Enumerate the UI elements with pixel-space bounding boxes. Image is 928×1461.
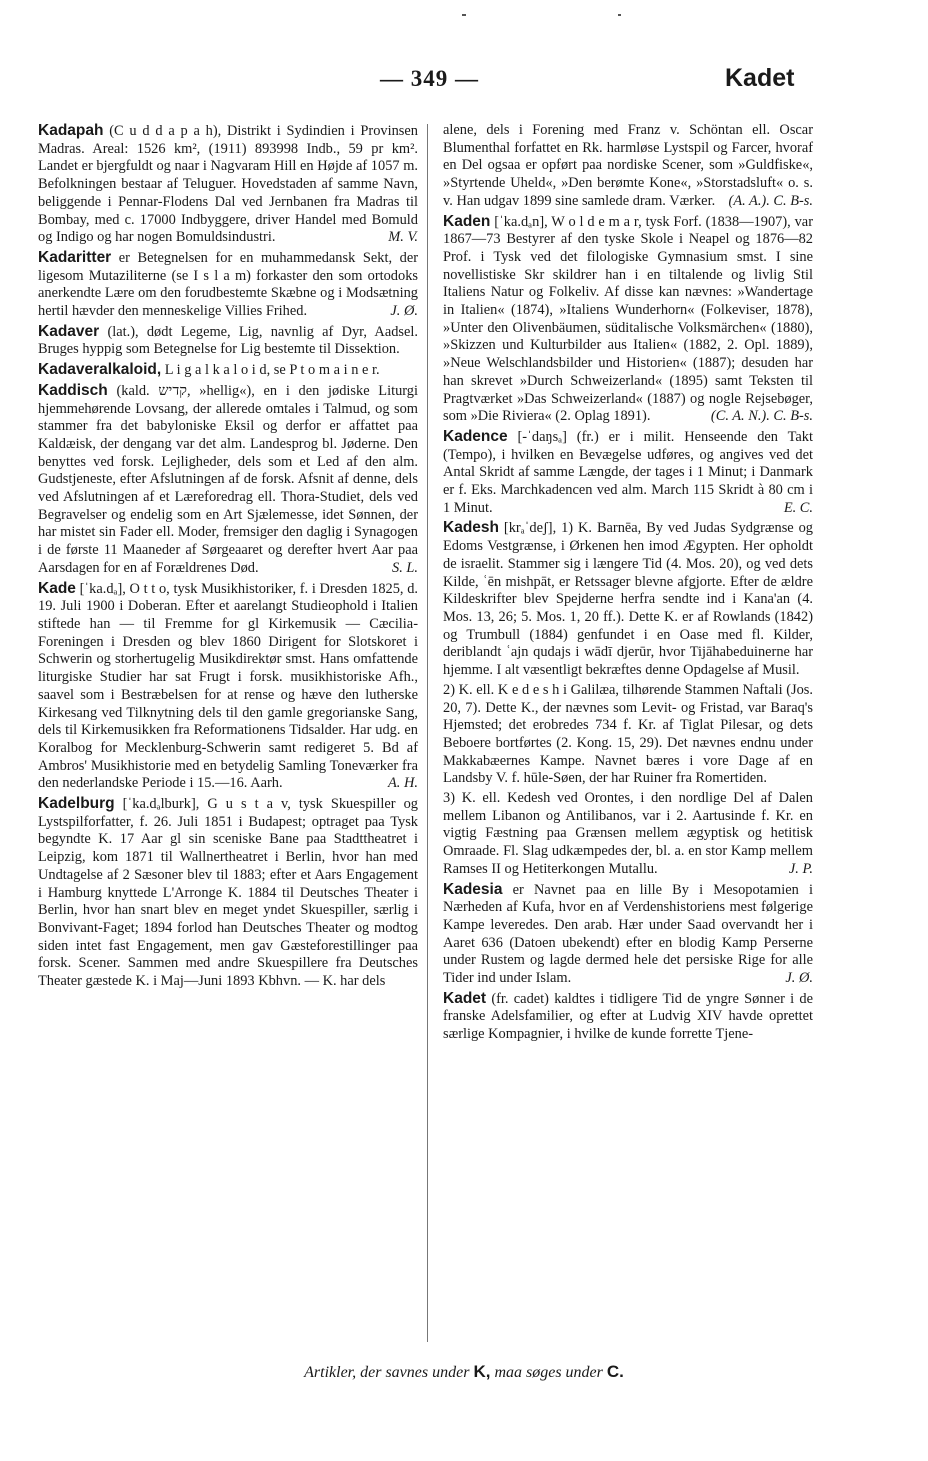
entry-signature: S. L.	[392, 559, 418, 576]
entry-headword: Kade	[38, 579, 76, 597]
entry-text: 2) K. ell. K e d e s h i Galilæa, tilhørende Stammen Naftali (Jos. 20, 7). Dette K., der nævnes som Levit- og Fristad, var Baraq's Hjemsted; det erobredes 734 f. Kr. af Tiglat Pilesar, og dets Beboere bortførtes (2. Kong. 15, 29). Det nævnes endnu under Makkabæernes Kampe. Navnet bæres i vore Dage af en Landsby V. f. hūle-Søen, der har Ruiner fra Romertiden.	[443, 681, 813, 787]
entry-headword: Kadence	[443, 427, 508, 445]
entry-text: er Betegnelsen for en muhammedansk Sekt, der ligesom Mutaziliterne (se I s l a m) forkaster den som ortodoks anerkendte Lære om den forudbestemte Skæbne og i Modsætning hertil hævder den menneskelige Villies Frihed.	[38, 249, 418, 320]
entry-text: 3) K. ell. Kedesh ved Orontes, i den nordlige Del af Dalen mellem Libanon og Antilibanos, var i 2. Aartusinde f. Kr. en vigtig Fæstning paa Grænsen mellem ægyptisk og hetitisk Omraade. Fl. Slag udkæmpedes der, bl. a. en stor Kamp mellem Ramses II og Hetiterkongen Mutallu.	[443, 790, 813, 877]
entry-headword: Kaden	[443, 212, 491, 230]
entry-headword: Kadaveralkaloid,	[38, 361, 162, 379]
entry-signature: J. Ø.	[390, 303, 418, 320]
footer-text: Artikler, der savnes under	[304, 1364, 474, 1381]
running-head: Kadet	[725, 64, 795, 92]
entry-headword: Kadapah	[38, 122, 104, 139]
entry-text: [ˈka.dₐlburk], G u s t a v, tysk Skuespiller og Lystspilforfatter, f. 26. Juli 1851 i Budapest; optraget paa Tysk begyndte K. 17 Aar gl sin sceniske Bane paa Stadttheatret i Leipzig, kom 1871 til Wallnertheatret i Berlin, hvor han med Undtagelse af 2 Sæsoner blev til 1883; efter et Aars Engagement i Hamburg knyttede L'Arronge K. 1884 til Deutsches Theater i Berlin, hvor han snart blev en meget yndet Skuespiller, særlig i Bonvivant-Faget; 1894 forlod han Deutsches Theater og modtog siden intet fast Engagement, men gav Gæsteforestillinger paa forsk. Scener. Sammen med andre Skuespillere fra Deutsches Theater gæstede K. i Maj—Juni 1893 Kbhvn. — K. har dels	[38, 796, 418, 990]
footer-letter-c: C.	[606, 1362, 624, 1381]
dictionary-entry	[443, 213, 813, 426]
entry-signature: E. C.	[783, 499, 813, 516]
entry-headword: Kaddisch	[38, 381, 108, 399]
dictionary-entry	[443, 122, 813, 211]
entry-text: [-ˈdaŋsₐ] (fr.) er i milit. Henseende den Takt (Tempo), i hvilken en Bevægelse udføres, og angives ved det Antal Skridt af samme Længde, der tages i 1 Minut; i Danmark er f. Eks. Marchkadencen ved alm. March 115 Skridt à 80 cm i 1 Minut.	[443, 428, 813, 516]
entry-text: (lat.), dødt Legeme, Lig, navnlig af Dyr, Aadsel. Bruges hyppig som Betegnelse for Lig bestemte til Dissektion.	[38, 323, 418, 358]
entry-headword: Kadesia	[443, 880, 503, 898]
entry-text: (kald. קדיש, »hellig«), en i den jødiske Liturgi hjemmehørende Lovsang, der allerede omtales i Talmud, og som stammer fra det babyloniske Eksil og derfor er affattet paa Kaldæisk, der dengang var det alm. Landesprog bl. Jøderne. Den benyttes ved forsk. Lejligheder, dels som et Led af den alm. Gudstjeneste, efter Afslutningen af de forsk. Afsnit af denne, dels ved Afslutningen af et Læreforedrag ell. Thora-Studiet, dels ved Begravelser og endelig som en Art Sjælemesse, idet Sønnen, der har mistet sin Fader ell. Moder, fremsiger den daglig i Synagogen i de første 11 Maaneder af Sørgeaaret og derefter hvert Aar paa Aarsdagen for en af Forældrenes Død.	[38, 382, 418, 576]
page-number: — 349 —	[380, 66, 479, 91]
entry-headword: Kadaver	[38, 322, 100, 340]
scan-mark	[462, 14, 466, 16]
left-column	[38, 122, 418, 991]
dictionary-entry	[38, 249, 418, 321]
entry-headword: Kadet	[443, 989, 487, 1007]
entry-headword: Kadaritter	[38, 248, 112, 266]
dictionary-entry	[38, 382, 418, 578]
dictionary-entry	[443, 881, 813, 988]
entry-text: alene, dels i Forening med Franz v. Schöntan ell. Oscar Blumenthal forfattet en Rk. harmløse Lystspil og Farcer, hvoraf en Del ogsaa er opført paa nordiske Scener, som »Guldfiske«, »Styrtende Uheld«, »Den berømte Kone«, »Storstadsluft« o. s. v. Han udgav 1899 sine samlede dram. Værker.	[443, 122, 813, 209]
footer-letter-k: K,	[473, 1362, 491, 1381]
entry-signature: (C. A. N.). C. B-s.	[710, 408, 813, 425]
dictionary-entry	[38, 795, 418, 991]
entry-text: [ˈka.dₐn], W o l d e m a r, tysk Forf. (1838—1907), var 1867—73 Bestyrer af den tyske Skole i Neapel og 1876—82 Prof. i Tysk ved det filologiske Gymnasium smst. I sine novellistiske Skr skildrer han i en tiltalende og livlig Stil Italiens Natur og Folkeliv. Af disse kan nævnes: »Wandertage in Italien« (1874), »Italiens Wunderhorn« (Folkeviser, 1878), »Unter den Olivenbäumen, süditalische Volksmärchen« (1880), »Skizzen und Kulturbilder aus Italien« (1882, 2. Opl. 1889), »Neue Welschlandsbilder und Historien« (1887); desuden har han skrevet »Durch Schweizerland« (1895) samt Teksten til Pragtværket »Das Schweizerland« (1887) og nogle Rejsebøger, som »Die Riviera« (2. Oplag 1891).	[443, 213, 813, 425]
dictionary-entry	[38, 323, 418, 359]
entry-text: er Navnet paa en lille By i Mesopotamien i Nærheden af Kufa, hvor en af Verdenshistoriens mest følgerige Kampe leveredes. Den arab. Hær under Saad overvandt her i Aaret 636 (Datoen ubekendt) efter en blodig Kamp Perserne under Rustem og lagde dermed hele det persiske Rige for alle Tider ind under Islam.	[443, 881, 813, 987]
scan-mark	[618, 14, 621, 16]
column-divider	[427, 124, 428, 1342]
entry-signature: M. V.	[388, 229, 418, 246]
dictionary-entry	[38, 122, 418, 247]
right-column	[443, 122, 813, 1044]
dictionary-entry	[38, 580, 418, 793]
page-header	[0, 64, 928, 104]
dictionary-entry	[443, 428, 813, 518]
entry-text: (C u d d a p a h), Distrikt i Sydindien i Provinsen Madras. Areal: 1526 km², (1911) 893998 Indb., 59 pr km². Landet er bjergfuldt og naar i Nagvaram Hill en Højde af 1057 m. Befolkningen bestaar af Teluguer. Hovedstaden af samme Navn, beliggende i Pennar-Flodens Dal ved Jernbanen fra Madras til Bombay, med c. 17000 Indbyggere, driver Handel med Bomuld og Indigo og har nogen Bomuldsindustri.	[38, 123, 418, 246]
footer-note	[0, 1362, 928, 1382]
dictionary-entry	[443, 682, 813, 788]
footer-text: maa søges under	[490, 1364, 607, 1381]
dictionary-entry	[443, 790, 813, 879]
entry-signature: J. P.	[788, 860, 813, 877]
dictionary-entry	[443, 519, 813, 679]
dictionary-entry	[38, 361, 418, 380]
entry-headword: Kadesh	[443, 519, 499, 537]
entry-text: (fr. cadet) kaldtes i tidligere Tid de yngre Sønner i de franske Adelsfamilier, og efter at Ludvig XIV havde oprettet særlige Kompagnier, i hvilke de kunde forrette Tjene-	[443, 990, 813, 1043]
entry-signature: (A. A.). C. B-s.	[728, 192, 813, 209]
entry-headword: Kadelburg	[38, 795, 115, 813]
entry-text: L i g a l k a l o i d, se P t o m a i n e r.	[161, 362, 380, 379]
entry-text: [krₐˈdeʃ], 1) K. Barnēa, By ved Judas Sydgrænse og Edoms Vestgrænse, i Ørkenen hen imod Ægypten. Her opholdt de israelit. Stammer sig i længere Tid (4. Mos. 20), og ved dets Kilde, ʿēn mishpāt, er Retssager blevne afgjorte. Efter de ældre Kildeskrifter blev Spejderne herfra sendte ind i Kana'an (4. Mos. 13, 26; 5. Mos. 1, 20 ff.). Dette K. er af Rowlands (1842) og Trumbull (1884) genfundet i en Oase med fl. Kilder, deriblandt ʿajn qudajs i wādī djerūr, hvor Tijāhabeduinerne har hjemme. I alt væsentligt bekræftes denne Opdagelse af Musil.	[443, 520, 813, 679]
entry-text: [ˈka.dₐ], O t t o, tysk Musikhistoriker, f. i Dresden 1825, d. 19. Juli 1900 i Doberan. Efter et aarelangt Studieophold i Italien stiftede han — til Fremme for gl Kirkemusik — Cæcilia-Foreningen i Dresden og blev 1860 Dirigent for Slotskoret i Schwerin og storhertugelig Musikdirektør smst. Hans omfattende liturgiske Studier har sat Frugt i forsk. musikhistoriske Afh., saavel som i Bestræbelsen for at rense og hæve den lutherske Kirkesang ved Tilknytning dels til den gamle gregorianske Sang, dels til Kirkemusikken fra Reformationens Tidsalder. Har udg. en Koralbog for Mecklenburg-Schwerin samt redigeret 5. Bd af Ambros' Musikhistorie med en betydelig Samling Toneværker fra den nederlandske Periode i 15.—16. Aarh.	[38, 580, 418, 792]
entry-signature: A. H.	[388, 775, 418, 792]
entry-signature: J. Ø.	[785, 970, 813, 987]
dictionary-entry	[443, 990, 813, 1044]
